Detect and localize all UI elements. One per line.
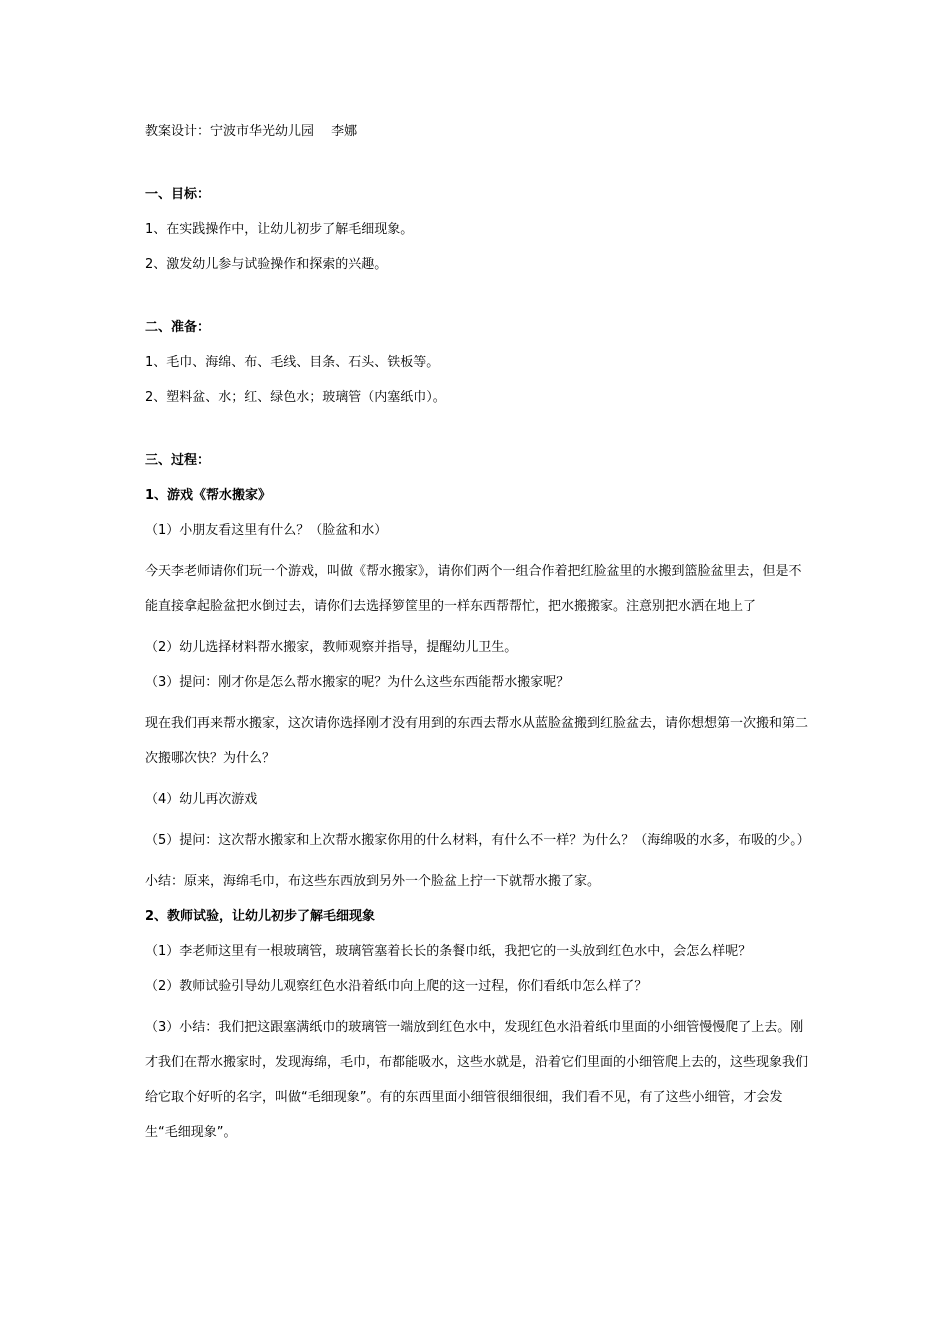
goal-item: 1、在实践操作中，让幼儿初步了解毛细现象。 bbox=[145, 222, 414, 237]
section-title-goals: 一、目标： bbox=[145, 187, 211, 202]
process-paragraph: 现在我们再来帮水搬家，这次请你选择刚才没有用到的东西去帮水从蓝脸盆搬到红脸盆去，请你想想第一次搬和第二次搬哪次快？为什么？ bbox=[145, 716, 809, 766]
process-paragraph: （3）小结：我们把这跟塞满纸巾的玻璃管一端放到红色水中，发现红色水沿着纸巾里面的小细管慢慢爬了上去。刚才我们在帮水搬家时，发现海绵，毛巾，布都能吸水，这些水就是，沿着它们里面的小细管爬上去的，这些现象我们给它取个好听的名字，叫做“毛细现象”。有的东西里面小细管很细很细，我们看不见，有了这些小细管，才会发生“毛细现象”。 bbox=[145, 1020, 809, 1140]
preparation-item: 1、毛巾、海绵、布、毛线、目条、石头、铁板等。 bbox=[145, 355, 440, 370]
process-line: （3）提问：刚才你是怎么帮水搬家的呢？为什么这些东西能帮水搬家呢？ bbox=[145, 675, 570, 690]
process-paragraph: （5）提问：这次帮水搬家和上次帮水搬家你用的什么材料，有什么不一样？为什么？（海绵吸的水多，布吸的少。） bbox=[145, 833, 810, 848]
process-part-title: 1、游戏《帮水搬家》 bbox=[145, 488, 272, 503]
section-title-preparation: 二、准备： bbox=[145, 320, 211, 335]
process-line: （1）李老师这里有一根玻璃管，玻璃管塞着长长的条餐巾纸，我把它的一头放到红色水中，会怎么样呢？ bbox=[145, 944, 752, 959]
preparation-item: 2、塑料盆、水；红、绿色水；玻璃管（内塞纸巾）。 bbox=[145, 390, 446, 405]
process-paragraph: 今天李老师请你们玩一个游戏，叫做《帮水搬家》，请你们两个一组合作着把红脸盆里的水搬到篮脸盆里去，但是不能直接拿起脸盆把水倒过去，请你们去选择箩筐里的一样东西帮帮忙，把水搬搬家。注意别把水洒在地上了 bbox=[145, 564, 802, 614]
process-line: （2）教师试验引导幼儿观察红色水沿着纸巾向上爬的这一过程，你们看纸巾怎么样了？ bbox=[145, 979, 648, 994]
process-part-title: 2、教师试验，让幼儿初步了解毛细现象 bbox=[145, 909, 376, 924]
process-line: （1）小朋友看这里有什么？（脸盆和水） bbox=[145, 523, 388, 538]
document-body bbox=[145, 120, 810, 1162]
author-line: 教案设计：宁波市华光幼儿园 李娜 bbox=[145, 124, 358, 139]
process-line: （4）幼儿再次游戏 bbox=[145, 792, 258, 807]
process-summary: 小结：原来，海绵毛巾，布这些东西放到另外一个脸盆上拧一下就帮水搬了家。 bbox=[145, 874, 601, 889]
section-title-process: 三、过程： bbox=[145, 453, 211, 468]
goal-item: 2、激发幼儿参与试验操作和探索的兴趣。 bbox=[145, 257, 388, 272]
process-line: （2）幼儿选择材料帮水搬家，教师观察并指导，提醒幼儿卫生。 bbox=[145, 640, 518, 655]
